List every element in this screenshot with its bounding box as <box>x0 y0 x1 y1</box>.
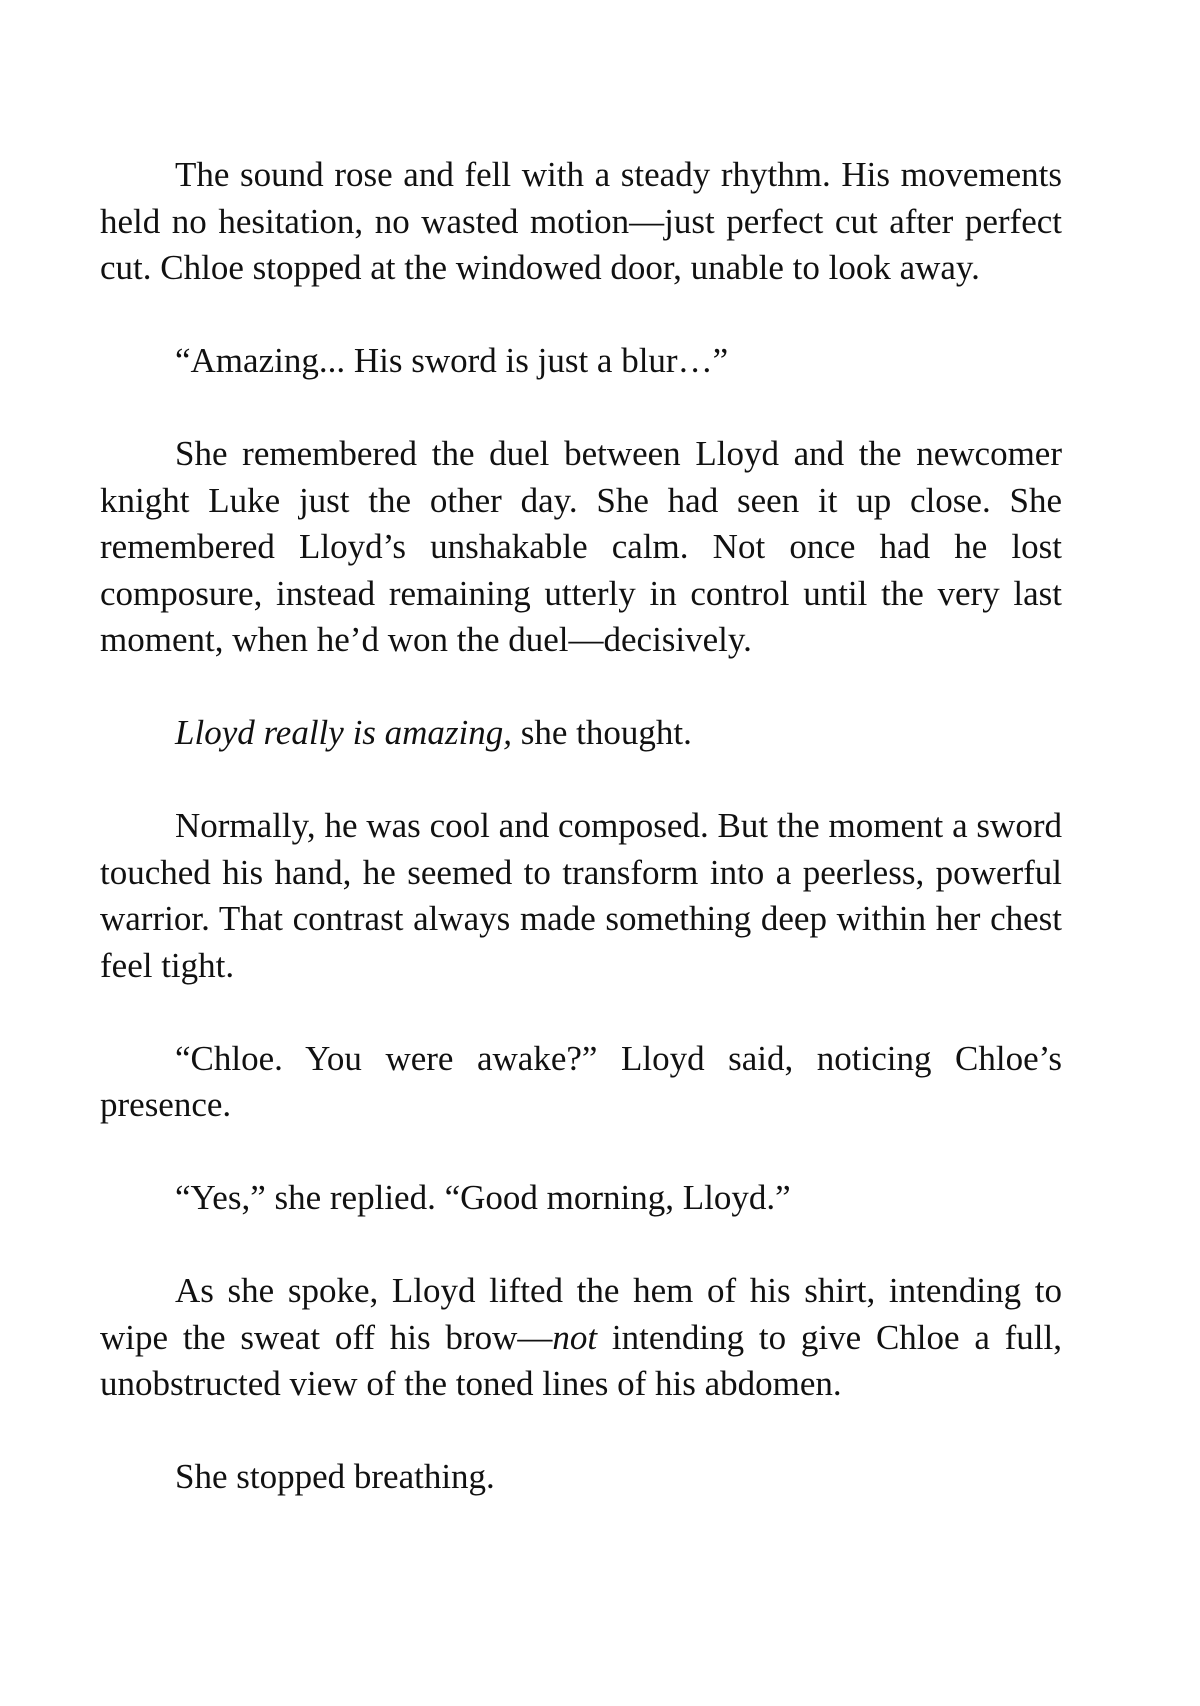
paragraph-text: Normally, he was cool and composed. But the moment a sword touched his hand, he seemed to transform into a peerless, powerful warrior. That contrast always made something deep within her chest feel tight. <box>100 806 1062 985</box>
paragraph-text: She remembered the duel between Lloyd and the newcomer knight Luke just the other day. She had seen it up close. She remembered Lloyd’s unshakable calm. Not once had he lost composure, instead remaining utterly in control until the very last moment, when he’d won the duel—decisively. <box>100 434 1062 659</box>
paragraph <box>100 1454 1062 1501</box>
paragraph-text: “Amazing... His sword is just a blur…” <box>175 341 729 380</box>
paragraph-italic-text: not <box>552 1317 598 1357</box>
paragraph <box>100 431 1062 664</box>
paragraph-italic-text: Lloyd really is amazing, <box>175 713 513 752</box>
paragraph-text: The sound rose and fell with a steady rhythm. His movements held no hesitation, no wasted motion—just perfect cut after perfect cut. Chloe stopped at the windowed door, unable to look away. <box>100 155 1062 287</box>
paragraph <box>100 1268 1062 1408</box>
paragraph-text: She stopped breathing. <box>175 1457 495 1496</box>
paragraph <box>100 1036 1062 1129</box>
paragraph-text: As she spoke, Lloyd lifted the hem of his shirt, intending to wipe the sweat off his brow— <box>100 1271 1062 1357</box>
page-body <box>100 152 1062 1501</box>
paragraph <box>100 803 1062 989</box>
paragraph <box>100 1175 1062 1222</box>
paragraph-text: intending to give Chloe a full, unobstructed view of the toned lines of his abdomen. <box>100 1317 1063 1403</box>
paragraph-text: she thought. <box>512 713 692 752</box>
paragraph <box>100 710 1062 757</box>
paragraph <box>100 338 1062 385</box>
paragraph <box>100 152 1062 292</box>
paragraph-text: “Yes,” she replied. “Good morning, Lloyd.” <box>175 1178 791 1217</box>
paragraph-text: “Chloe. You were awake?” Lloyd said, noticing Chloe’s presence. <box>100 1038 1062 1124</box>
